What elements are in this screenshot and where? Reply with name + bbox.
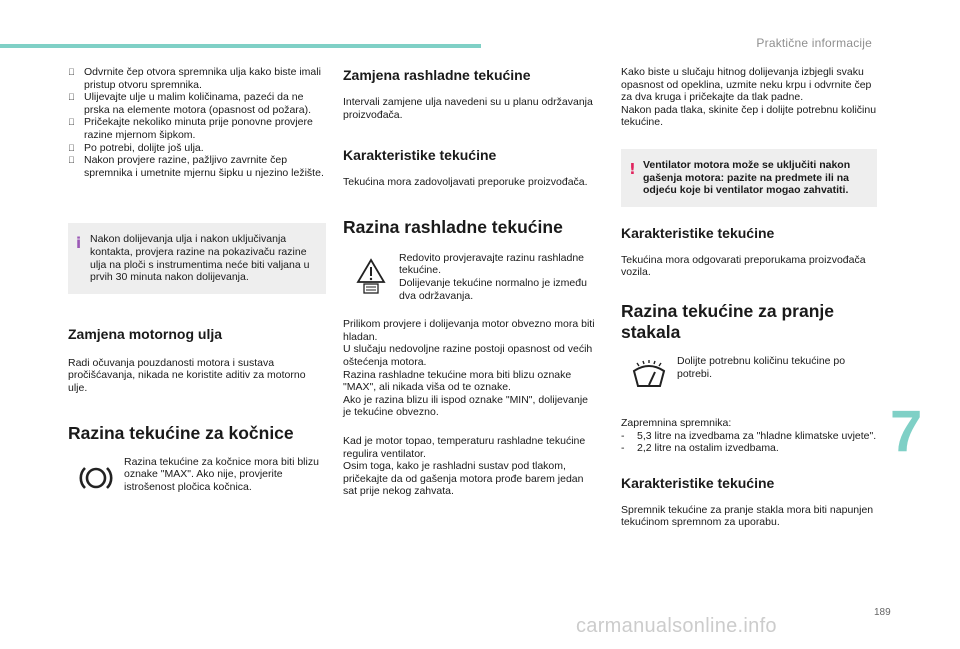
header-accent-bar [0,44,481,48]
washer-fluid-icon [621,355,677,389]
chapter-number: 7 [890,399,923,464]
washer-title: Razina tekućine za pranje stakala [621,300,834,342]
warning-note [621,149,877,207]
emergency-topup-text: Kako biste u slučaju hitnog dolijevanja izbjegli svaku opasnost od opeklina, uzmite neku krpu i odvrnite čep za dva kruga i pričekajte da tlak padne. Nakon pada tlaka, skinite čep i dolijte potrebnu količinu tekućine. [621,66,877,129]
brake-fluid-row [68,456,326,494]
fluid-spec-text-2: Spremnik tekućine za pranje stakla mora biti napunjen tekućinom spremnom za uporabu. [621,503,874,529]
fluid-spec-title-2: Karakteristike tekućine [621,474,775,491]
capacity-list [621,430,877,455]
engine-oil-change-title: Zamjena motornog ulja [68,325,223,342]
column-3 [621,66,877,529]
engine-oil-change-text: Radi očuvanja pouzdanosti motora i sustava pročišćavanja, nikada ne koristite aditiv za motorno ulje. [68,356,306,394]
section-title: Praktične informacije [756,36,872,50]
list-item: Po potrebi, dolijte još ulja. [84,141,204,154]
fluid-spec-text-1: Tekućina mora odgovarati preporukama proizvođača vozila. [621,253,866,279]
coolant-level-title: Razina rashladne tekućine [343,216,563,237]
info-note-text: Nakon dolijevanja ulja i nakon uključivanja kontakta, provjera razine na pokazivaču razine ulja na ploči s instrumentima neće biti valjana u prvih 30 minuta nakon dolijevanja. [90,233,310,284]
list-item: - 5,3 litre na izvedbama za "hladne klimatske uvjete". [621,429,877,442]
washer-row [621,355,877,389]
warning-icon: ! [629,159,636,178]
warning-note-text: Ventilator motora može se uključiti nakon gašenja motora: pazite na predmete ili na odjeću koje bi ventilator mogao zahvatiti. [643,158,851,197]
washer-icon-text: Dolijte potrebnu količinu tekućine po potrebi. [677,354,846,380]
page-number: 189 [874,607,891,618]
list-item: - 2,2 litre na ostalim izvedbama. [621,442,779,455]
coolant-para-2: Kad je motor topao, temperaturu rashladne tekućine regulira ventilator. Osim toga, kako je rashladni sustav pod tlakom, pričekajte da od gašenja motora prođe barem jedan sat prije nekog zahvata. [343,434,586,498]
coolant-warning-icon [343,252,399,294]
fluid-spec-text: Tekućina mora zadovoljavati preporuke proizvođača. [343,176,588,189]
column-2 [343,66,599,498]
brake-fluid-title: Razina tekućine za kočnice [68,422,294,443]
coolant-change-title: Zamjena rashladne tekućine [343,67,531,83]
fluid-spec-title: Karakteristike tekućine [343,147,497,164]
coolant-level-row [343,252,599,302]
brake-fluid-text: Razina tekućine za kočnice mora biti blizu oznake "MAX". Ako nije, provjerite istrošenost pločica kočnica. [124,455,319,493]
fluid-spec-title-1: Karakteristike tekućine [621,224,775,241]
list-item: Ulijevajte ulje u malim količinama, pazeći da ne prska na elemente motora (opasnost od požara). [84,91,312,116]
coolant-change-text: Intervali zamjene ulja navedeni su u planu održavanja proizvođača. [343,96,593,121]
info-icon: i [76,234,82,253]
coolant-level-icon-text: Redovito provjeravajte razinu rashladne tekućine. Dolijevanje tekućine normalno je između dva održavanja. [399,251,587,302]
column-1 [68,66,326,493]
list-item: Nakon provjere razine, pažljivo zavrnite čep spremnika i umetnite mjernu šipku u njezino ležište. [84,154,324,179]
info-note [68,223,326,293]
brake-warning-icon [68,456,124,492]
list-item: Odvrnite čep otvora spremnika ulja kako biste imali pristup otvoru spremnika. [84,66,321,91]
oil-steps-list [68,66,326,179]
coolant-para-1: Prilikom provjere i dolijevanja motor obvezno mora biti hladan. U slučaju nedovoljne razine postoji opasnost od većih oštećenja motora. Razina rashladne tekućine mora biti blizu oznake "MAX", ali nikada viša od te oznake. Ako je razina blizu ili ispod oznake "MIN", dolijevanje je tekućine obvezno. [343,318,595,419]
capacity-label: Zapremnina spremnika: [621,416,732,429]
watermark: carmanualsonline.info [576,615,777,637]
list-item: Pričekajte nekoliko minuta prije ponovne provjere razine mjernom šipkom. [84,116,313,141]
